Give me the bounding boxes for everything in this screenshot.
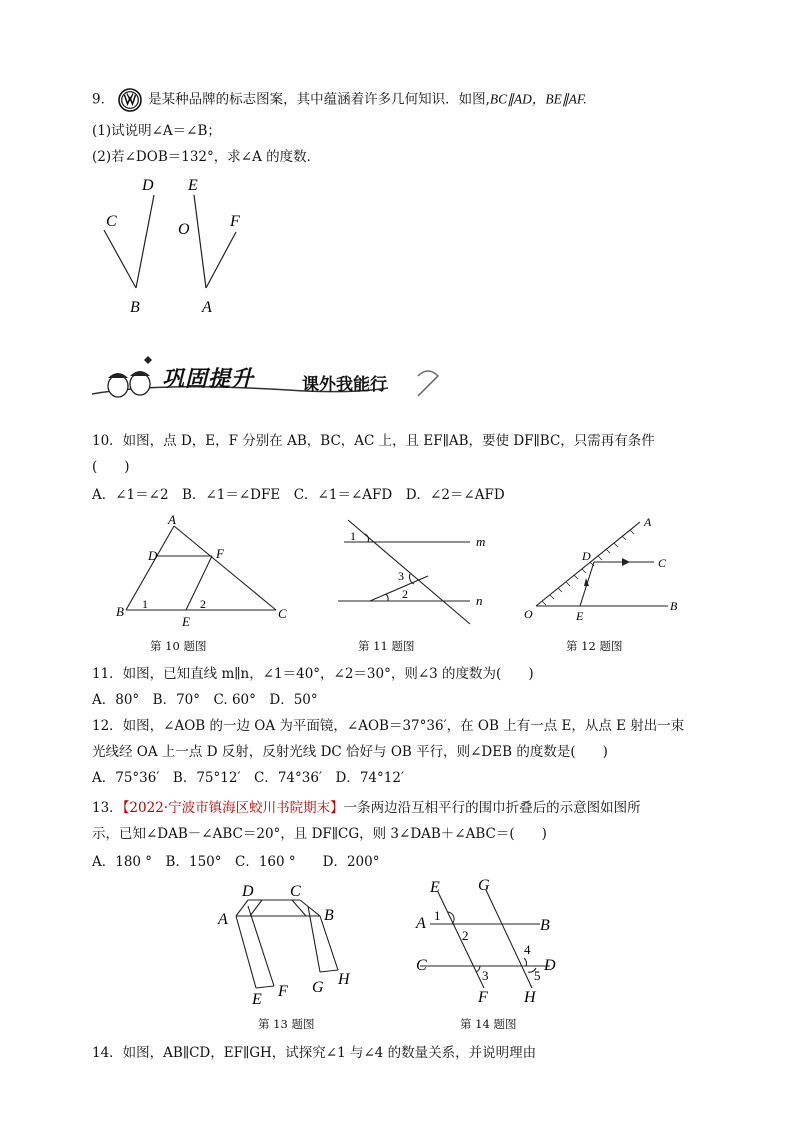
fig14-angle-5: 5 xyxy=(534,968,541,983)
q13-stem-1: 13．【2022·宁波市镇海区蛟川书院期末】一条两边沿互相平行的围巾折叠后的示意图如图所 xyxy=(92,800,641,816)
fig11 xyxy=(330,512,500,630)
q9-label-e: E xyxy=(188,177,198,194)
fig14-label-g: G xyxy=(478,877,490,894)
q9-label-c: C xyxy=(106,213,117,230)
q9-label-b: B xyxy=(130,299,140,316)
fig14-angle-3: 3 xyxy=(482,968,489,983)
fig13-label-e: E xyxy=(252,991,262,1008)
section-banner xyxy=(88,348,448,408)
fig11-angle-3: 3 xyxy=(398,569,404,583)
fig10-caption: 第 10 题图 xyxy=(150,639,207,653)
fig13-label-g: G xyxy=(312,979,324,996)
fig12-mirror-hatch xyxy=(542,530,634,605)
q9-stem: 9． 是某种品牌的标志图案，其中蕴涵着许多几何知识．如图,BC∥AD，BE∥AF. xyxy=(92,88,587,112)
q11-options: A．80° B．70° C. 60° D．50° xyxy=(92,692,318,708)
fig13-label-d: D xyxy=(242,883,254,900)
fig11-angle-2: 2 xyxy=(402,587,408,601)
fig10-label-d: D xyxy=(148,548,158,563)
fig14-angle-1: 1 xyxy=(434,908,441,923)
fig14-label-h: H xyxy=(524,989,536,1006)
q14-stem: 14．如图，AB∥CD，EF∥GH，试探究∠1 与∠4 的数量关系，并说明理由 xyxy=(92,1045,537,1061)
vw-logo-icon xyxy=(118,88,142,112)
q10-options: A．∠1＝∠2 B．∠1＝∠DFE C．∠1＝∠AFD D．∠2＝∠AFD xyxy=(92,487,505,503)
q12-stem-1: 12．如图，∠AOB 的一边 OA 为平面镜，∠AOB＝37°36′，在 OB 上有一点 E，从点 E 射出一束 xyxy=(92,718,685,734)
q9-label-o: O xyxy=(178,221,190,238)
fig14 xyxy=(410,876,580,1010)
q12-options: A．75°36′ B．75°12′ C．74°36′ D．74°12′ xyxy=(92,770,405,786)
fig12-caption: 第 12 题图 xyxy=(566,639,623,653)
q11-stem: 11．如图，已知直线 m∥n，∠1＝40°，∠2＝30°，则∠3 的度数为( ) xyxy=(92,666,534,682)
fig10-label-c: C xyxy=(278,606,287,621)
banner-right-text: 课外我能行 xyxy=(302,375,387,395)
fig11-angle-1: 1 xyxy=(350,529,356,543)
fig14-label-d: D xyxy=(544,957,556,974)
fig12 xyxy=(518,512,698,630)
fig11-label-n: n xyxy=(476,593,483,608)
fig13-label-h: H xyxy=(338,971,350,988)
fig13-label-b: B xyxy=(324,907,334,924)
fig13-caption: 第 13 题图 xyxy=(258,1017,315,1031)
q9-label-f: F xyxy=(230,213,240,230)
fig10-angle-2: 2 xyxy=(200,597,206,611)
fig11-caption: 第 11 题图 xyxy=(358,639,415,653)
fig13-label-c: C xyxy=(290,883,301,900)
fig13 xyxy=(212,880,372,1010)
fig14-angle-2: 2 xyxy=(462,928,469,943)
fig14-label-e: E xyxy=(430,879,440,896)
fig12-label-b: B xyxy=(670,599,678,613)
q9-part2: (2)若∠DOB＝132°，求∠A 的度数． xyxy=(92,149,321,165)
fig12-label-d: D xyxy=(582,549,591,563)
fig14-caption: 第 14 题图 xyxy=(460,1017,517,1031)
fig14-angle-4: 4 xyxy=(524,942,531,957)
q13-options: A．180 ° B．150° C．160 ° D．200° xyxy=(92,854,380,870)
fig12-label-a: A xyxy=(644,515,652,529)
banner-art xyxy=(88,348,448,408)
fig13-label-a: A xyxy=(218,911,228,928)
q10-blank: ( ) xyxy=(92,459,130,475)
q9-label-a: A xyxy=(202,299,212,316)
q9-part1: (1)试说明∠A＝∠B； xyxy=(92,123,221,139)
fig14-label-f: F xyxy=(478,989,488,1006)
q9-label-d: D xyxy=(142,177,154,194)
banner-left-text: 巩固提升 xyxy=(162,366,255,392)
q9-figure xyxy=(96,170,266,320)
fig10-label-a: A xyxy=(168,512,176,527)
fig10-label-e: E xyxy=(182,614,190,629)
fig10-label-f: F xyxy=(216,546,224,561)
fig10-angle-1: 1 xyxy=(142,597,148,611)
fig11-label-m: m xyxy=(476,534,486,549)
fig14-label-c: C xyxy=(416,957,427,974)
q13-source: 【2022·宁波市镇海区蛟川书院期末】 xyxy=(122,800,344,816)
q13-stem-2: 示，已知∠DAB－∠ABC＝20°，且 DF∥CG，则 3∠DAB＋∠ABC＝( ) xyxy=(92,826,547,842)
fig10 xyxy=(112,512,298,630)
fig12-label-c: C xyxy=(658,556,667,570)
q10-stem: 10．如图，点 D，E，F 分别在 AB，BC，AC 上，且 EF∥AB，要使 DF∥BC，只需再有条件 xyxy=(92,433,655,449)
fig12-label-e: E xyxy=(576,609,584,623)
fig14-label-a: A xyxy=(416,915,426,932)
fig14-label-b: B xyxy=(540,917,550,934)
q12-stem-2: 光线经 OA 上一点 D 反射，反射光线 DC 恰好与 OB 平行，则∠DEB 的度数是( ) xyxy=(92,744,608,760)
fig12-label-o: O xyxy=(524,607,533,621)
fig13-label-f: F xyxy=(278,983,288,1000)
fig10-label-b: B xyxy=(116,604,124,619)
fig12-arrow-right-icon xyxy=(622,558,630,566)
